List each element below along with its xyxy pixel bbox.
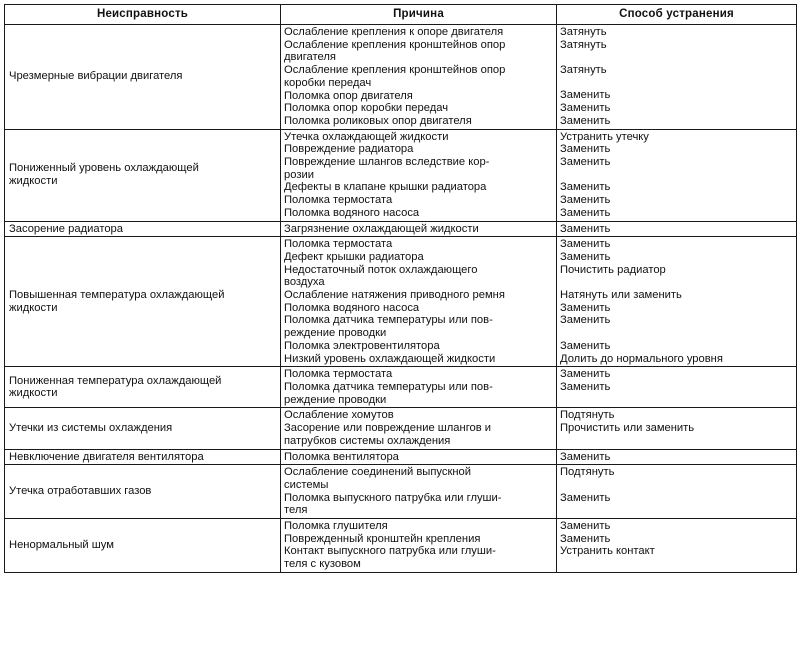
cause-text: двигателя bbox=[284, 51, 336, 64]
remedy-spacer bbox=[560, 504, 793, 517]
cause-text: Ослабление соединений выпускной bbox=[284, 466, 471, 479]
cause-cell bbox=[281, 449, 557, 465]
cause-cell bbox=[281, 25, 557, 130]
cause-text: Загрязнение охлаждающей жидкости bbox=[284, 222, 479, 235]
cause-text: воздуха bbox=[284, 276, 325, 289]
remedy-text: Затянуть bbox=[560, 26, 607, 38]
fault-cell bbox=[5, 519, 281, 573]
cause-text: теля bbox=[284, 504, 308, 517]
cause-text: системы bbox=[284, 478, 329, 491]
remedy-spacer bbox=[560, 435, 793, 448]
remedy-text: Заменить bbox=[560, 222, 611, 235]
remedy-text: Заменить bbox=[560, 194, 611, 207]
cause-text: Поломка электровентилятора bbox=[284, 339, 440, 352]
cause-text: Поломка роликовых опор двигателя bbox=[284, 114, 472, 127]
remedy-text: Заменить bbox=[560, 156, 611, 169]
cause-text: Повреждение шлангов вследствие кор- bbox=[284, 156, 490, 169]
remedy-text: Заменить bbox=[560, 181, 611, 194]
remedy-text: Заменить bbox=[560, 491, 611, 504]
fault-text: жидкости bbox=[9, 175, 58, 188]
cause-text: Ослабление крепления к опоре двигателя bbox=[284, 26, 504, 38]
remedy-text: Заменить bbox=[560, 520, 611, 533]
cause-text: розии bbox=[284, 168, 314, 181]
column-header-remedy: Способ устранения bbox=[557, 5, 797, 25]
remedy-text: Почистить радиатор bbox=[560, 263, 666, 276]
remedy-text: Заменить bbox=[560, 450, 611, 463]
remedy-text: Заменить bbox=[560, 301, 611, 314]
cause-text: Утечка охлаждающей жидкости bbox=[284, 130, 449, 143]
remedy-text: Затянуть bbox=[560, 38, 607, 51]
table-row bbox=[5, 221, 797, 237]
cause-text: реждение проводки bbox=[284, 327, 387, 340]
remedy-text: Заменить bbox=[560, 314, 611, 327]
remedy-text: Заменить bbox=[560, 238, 611, 251]
remedy-spacer bbox=[560, 479, 793, 492]
fault-text: Пониженная температура охлаждающей bbox=[9, 374, 222, 387]
remedy-cell bbox=[557, 221, 797, 237]
fault-text: Засорение радиатора bbox=[9, 222, 123, 235]
remedy-text: Затянуть bbox=[560, 64, 607, 77]
remedy-spacer bbox=[560, 77, 793, 90]
remedy-text: Заменить bbox=[560, 368, 611, 381]
fault-text: Утечки из системы охлаждения bbox=[9, 422, 173, 435]
cause-text: Поломка термостата bbox=[284, 238, 393, 251]
cause-text: Поломка вентилятора bbox=[284, 450, 399, 463]
table-row bbox=[5, 465, 797, 519]
cause-cell bbox=[281, 129, 557, 221]
fault-cell bbox=[5, 25, 281, 130]
cause-text: Поврежденный кронштейн крепления bbox=[284, 532, 481, 545]
remedy-text: Натянуть или заменить bbox=[560, 289, 682, 302]
fault-cell bbox=[5, 465, 281, 519]
column-header-cause: Причина bbox=[281, 5, 557, 25]
cause-text: реждение проводки bbox=[284, 393, 387, 406]
cause-text: Поломка водяного насоса bbox=[284, 206, 420, 219]
fault-text: Ненормальный шум bbox=[9, 539, 114, 552]
fault-cell bbox=[5, 237, 281, 367]
cause-text: Дефект крышки радиатора bbox=[284, 250, 424, 263]
remedy-spacer bbox=[560, 51, 793, 64]
remedy-text: Долить до нормального уровня bbox=[560, 352, 723, 365]
remedy-spacer bbox=[560, 394, 793, 407]
cause-text: Поломка опор двигателя bbox=[284, 89, 413, 102]
remedy-text: Устранить контакт bbox=[560, 545, 655, 558]
remedy-text: Заменить bbox=[560, 532, 611, 545]
remedy-text: Подтянуть bbox=[560, 466, 615, 479]
table-row bbox=[5, 129, 797, 221]
cause-text: Поломка выпускного патрубка или глуши- bbox=[284, 491, 502, 504]
remedy-text: Заменить bbox=[560, 380, 611, 393]
table-row bbox=[5, 367, 797, 408]
remedy-text: Заменить bbox=[560, 114, 611, 127]
fault-text: Пониженный уровень охлаждающей bbox=[9, 162, 199, 175]
remedy-spacer bbox=[560, 327, 793, 340]
cause-text: Поломка водяного насоса bbox=[284, 301, 420, 314]
cause-text: Засорение или повреждение шлангов и bbox=[284, 422, 492, 435]
remedy-spacer bbox=[560, 276, 793, 289]
cause-cell bbox=[281, 367, 557, 408]
fault-text: Утечка отработавших газов bbox=[9, 485, 152, 498]
cause-cell bbox=[281, 237, 557, 367]
cause-text: Повреждение радиатора bbox=[284, 143, 414, 156]
remedy-text: Заменить bbox=[560, 206, 611, 219]
remedy-text: Заменить bbox=[560, 250, 611, 263]
table-row bbox=[5, 408, 797, 449]
remedy-text: Подтянуть bbox=[560, 409, 615, 422]
cause-text: Низкий уровень охлаждающей жидкости bbox=[284, 352, 496, 365]
column-header-fault: Неисправность bbox=[5, 5, 281, 25]
remedy-cell bbox=[557, 465, 797, 519]
remedy-spacer bbox=[560, 558, 793, 571]
cause-text: патрубков системы охлаждения bbox=[284, 434, 451, 447]
cause-text: Поломка опор коробки передач bbox=[284, 102, 449, 115]
remedy-spacer bbox=[560, 169, 793, 182]
table-header-row bbox=[5, 5, 797, 25]
cause-text: Поломка датчика температуры или пов- bbox=[284, 314, 493, 327]
cause-text: Поломка термостата bbox=[284, 194, 393, 207]
remedy-text: Заменить bbox=[560, 339, 611, 352]
remedy-text: Заменить bbox=[560, 143, 611, 156]
fault-cell bbox=[5, 221, 281, 237]
cause-text: теля с кузовом bbox=[284, 558, 361, 571]
fault-cell bbox=[5, 367, 281, 408]
troubleshooting-table bbox=[4, 4, 797, 573]
troubleshooting-table-container bbox=[4, 4, 796, 573]
cause-text: Поломка термостата bbox=[284, 368, 393, 381]
remedy-cell bbox=[557, 25, 797, 130]
cause-cell bbox=[281, 519, 557, 573]
cause-text: Контакт выпускного патрубка или глуши- bbox=[284, 545, 496, 558]
fault-cell bbox=[5, 408, 281, 449]
fault-text: Невключение двигателя вентилятора bbox=[9, 450, 204, 463]
fault-cell bbox=[5, 129, 281, 221]
fault-text: жидкости bbox=[9, 301, 58, 314]
table-row bbox=[5, 237, 797, 367]
table-body bbox=[5, 25, 797, 573]
cause-text: Ослабление крепления кронштейнов опор bbox=[284, 38, 506, 51]
fault-text: Повышенная температура охлаждающей bbox=[9, 289, 225, 302]
remedy-text: Заменить bbox=[560, 102, 611, 115]
cause-cell bbox=[281, 408, 557, 449]
remedy-cell bbox=[557, 129, 797, 221]
remedy-cell bbox=[557, 519, 797, 573]
remedy-text: Устранить утечку bbox=[560, 130, 649, 143]
remedy-cell bbox=[557, 237, 797, 367]
cause-text: Ослабление натяжения приводного ремня bbox=[284, 289, 505, 302]
fault-text: жидкости bbox=[9, 387, 58, 400]
cause-text: Поломка глушителя bbox=[284, 520, 388, 533]
cause-cell bbox=[281, 221, 557, 237]
cause-text: Ослабление хомутов bbox=[284, 409, 394, 422]
table-row bbox=[5, 25, 797, 130]
cause-text: Дефекты в клапане крышки радиатора bbox=[284, 181, 487, 194]
cause-text: Недостаточный поток охлаждающего bbox=[284, 263, 478, 276]
cause-text: Поломка датчика температуры или пов- bbox=[284, 380, 493, 393]
table-row bbox=[5, 519, 797, 573]
cause-cell bbox=[281, 465, 557, 519]
remedy-cell bbox=[557, 408, 797, 449]
remedy-cell bbox=[557, 449, 797, 465]
fault-cell bbox=[5, 449, 281, 465]
cause-text: коробки передач bbox=[284, 76, 372, 89]
table-row bbox=[5, 449, 797, 465]
cause-text: Ослабление крепления кронштейнов опор bbox=[284, 64, 506, 77]
remedy-text: Заменить bbox=[560, 89, 611, 102]
fault-text: Чрезмерные вибрации двигателя bbox=[9, 70, 183, 83]
remedy-text: Прочистить или заменить bbox=[560, 422, 695, 435]
remedy-cell bbox=[557, 367, 797, 408]
